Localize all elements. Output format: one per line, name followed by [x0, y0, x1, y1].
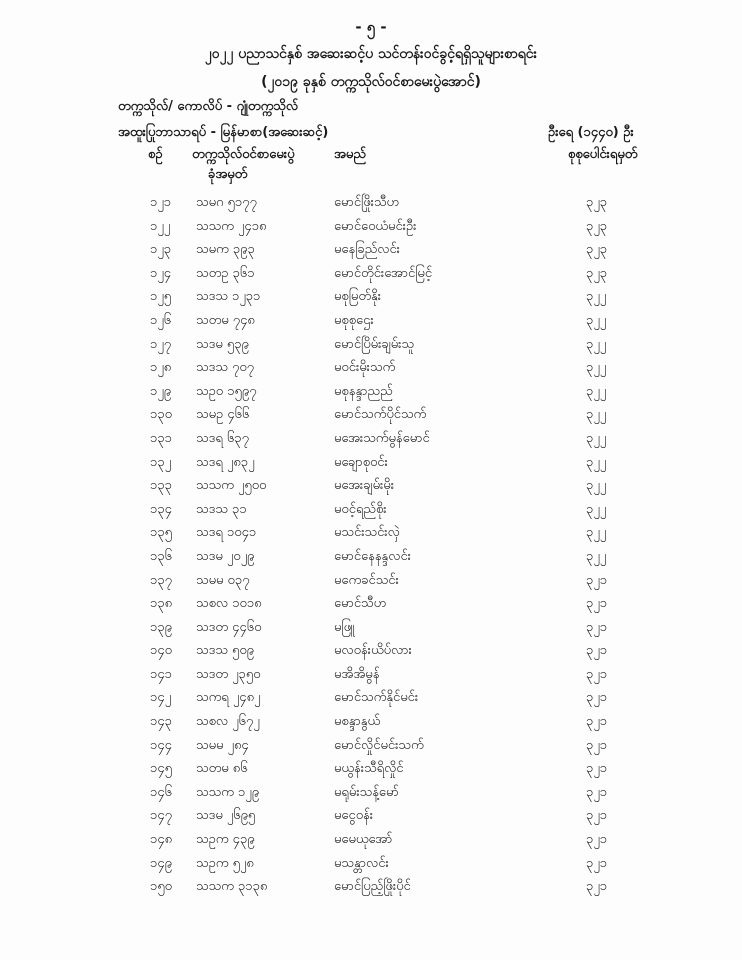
row-name: မောင်ပြိမ်းချမ်းသူ	[334, 336, 415, 352]
row-number: ၁၂၅	[150, 289, 172, 305]
row-roll-number: သဒမ ၂၆၉၅	[196, 808, 256, 824]
row-roll-number: သသက ၁၂၉	[196, 784, 260, 800]
row-marks: ၃၂၂	[586, 478, 607, 494]
row-number: ၁၄၂	[150, 690, 172, 706]
table-row	[0, 261, 742, 285]
row-roll-number: သဒရ ၂၈၃၂	[196, 454, 255, 470]
row-number: ၁၂၉	[150, 383, 172, 399]
row-roll-number: သဒတ ၂၃၅၀	[196, 666, 261, 682]
row-number: ၁၄၃	[150, 714, 172, 730]
row-roll-number: သသက ၂၅၀၀	[196, 478, 267, 494]
row-name: မောင်လှိုင်မင်းသက်	[334, 737, 424, 753]
column-header-roll: တက္ကသိုလ်ဝင်စာမေးပွဲ	[192, 147, 295, 162]
row-roll-number: သစလ ၁၀၁၈	[196, 596, 262, 612]
table-row	[0, 450, 742, 474]
row-marks: ၃၂၁	[586, 690, 608, 706]
row-roll-number: သဒမ ၂၀၂၉	[196, 548, 255, 564]
column-header-marks: စုစုပေါင်းရမှတ်	[568, 147, 638, 162]
row-number: ၁၂၈	[150, 360, 172, 376]
row-name: မဖြူ	[334, 619, 355, 635]
row-name: မသန္တာလင်း	[334, 855, 389, 871]
row-number: ၁၄၉	[150, 855, 172, 871]
row-roll-number: သသက ၃၁၃၈	[196, 879, 268, 895]
table-row	[0, 332, 742, 356]
row-roll-number: သဒသ ၁၂၃၁	[196, 289, 261, 305]
row-number: ၁၂၆	[150, 312, 172, 328]
row-roll-number: သဒသ ၃၁	[196, 501, 247, 517]
table-row	[0, 685, 742, 709]
document-title: ၂၀၂၂ ပညာသင်နှစ် အဆေးဆင့်ပ သင်တန်းဝင်ခွင့်ရရှိသူများစာရင်း	[204, 46, 538, 62]
row-marks: ၃၂၁	[586, 808, 608, 824]
row-roll-number: သသက ၂၄၁၈	[196, 218, 267, 234]
row-number: ၁၄၄	[150, 737, 172, 753]
row-name: မလဝန်းယိပ်လား	[334, 643, 412, 659]
row-name: မကေခင်သင်း	[334, 572, 399, 588]
table-row	[0, 591, 742, 615]
row-name: မောင်သီဟ	[334, 596, 387, 612]
row-number: ၁၃၉	[150, 619, 172, 635]
row-name: မမေယုအော်	[334, 832, 393, 848]
row-name: မဝင့်ရည်စိုး	[334, 501, 387, 517]
row-roll-number: သဥက ၄၃၉	[196, 832, 255, 848]
row-name: မောင်နေနန္ဒလင်း	[334, 548, 411, 564]
row-roll-number: သတဥ ၃၆၁	[196, 265, 255, 281]
row-roll-number: သဒတ ၄၄၆၀	[196, 619, 262, 635]
row-name: မစုနန္ဒာညည်	[334, 383, 393, 399]
row-number: ၁၄၇	[150, 808, 172, 824]
row-marks: ၃၂၂	[586, 430, 607, 446]
table-row	[0, 426, 742, 450]
headcount-line: ဦးရေ (၁၄၄၀) ဦး	[548, 125, 634, 140]
row-name: မောင်ဝေယံမင်းဦး	[334, 218, 417, 234]
row-marks: ၃၂၂	[586, 525, 607, 541]
row-number: ၁၃၈	[150, 596, 173, 612]
row-name: မောင်သက်ပိုင်သက်	[334, 407, 427, 423]
row-marks: ၃၂၁	[586, 761, 608, 777]
row-number: ၁၃၁	[150, 430, 172, 446]
row-marks: ၃၂၂	[586, 383, 607, 399]
row-number: ၁၂၂	[150, 218, 171, 234]
row-name: မောင်ပြည့်ဖြိုးပိုင်	[334, 879, 411, 895]
row-roll-number: သဒရ ၆၃၇	[196, 430, 249, 446]
row-name: မောင်တိုင်းအောင်မြင့်	[334, 265, 433, 281]
row-name: မောင်ဖြိုးသီဟ	[334, 195, 400, 210]
row-number: ၁၄၀	[150, 643, 172, 659]
row-name: မစုမြတ်နိုး	[334, 289, 382, 305]
row-marks: ၃၂၃	[586, 195, 608, 210]
page-number: - ၅ -	[355, 18, 387, 36]
table-row	[0, 638, 742, 662]
row-roll-number: သဒရ ၁၀၄၁	[196, 525, 257, 541]
row-marks: ၃၂၂	[586, 360, 607, 376]
row-name: မရုမ်းသန့်မော်	[334, 784, 399, 800]
table-row	[0, 615, 742, 639]
row-marks: ၃၂၂	[586, 501, 607, 517]
row-roll-number: သမဥ ၄၆၆	[196, 407, 250, 423]
row-roll-number: သမမ ၀၃၇	[196, 572, 250, 588]
table-row	[0, 662, 742, 686]
row-number: ၁၄၅	[150, 761, 172, 777]
table-row	[0, 308, 742, 332]
row-marks: ၃၂၁	[586, 832, 608, 848]
row-roll-number: သတမ ၈၆	[196, 761, 248, 777]
row-marks: ၃၂၁	[586, 619, 608, 635]
row-roll-number: သဥက ၅၂၈	[196, 855, 254, 871]
table-row	[0, 803, 742, 827]
table-row	[0, 190, 742, 214]
row-name: မအေးချမ်းမိုး	[334, 478, 395, 494]
document-subtitle: (၂၀၁၉ ခုနှစ် တက္ကသိုလ်ဝင်စာမေးပွဲအောင်)	[261, 74, 481, 90]
table-row	[0, 520, 742, 544]
table-row	[0, 851, 742, 875]
row-number: ၁၃၅	[150, 525, 172, 541]
table-row	[0, 473, 742, 497]
table-row	[0, 733, 742, 757]
row-number: ၁၂၃	[150, 242, 172, 258]
row-name: မစုစုဌေး	[334, 312, 374, 328]
row-marks: ၃၂၃	[586, 265, 608, 281]
row-name: မအိအိမွန်	[334, 666, 380, 682]
row-name: မချောစုဝင်း	[334, 454, 388, 470]
row-number: ၁၃၄	[150, 501, 172, 517]
table-row	[0, 237, 742, 261]
column-header-name: အမည်	[334, 147, 366, 162]
row-name: မငွေဝန်း	[334, 808, 374, 824]
table-row	[0, 379, 742, 403]
row-number: ၁၂၄	[150, 265, 172, 281]
row-marks: ၃၂၃	[586, 218, 608, 234]
column-header-no: စဉ်	[148, 147, 163, 162]
row-name: မောင်သက်နိုင်မင်း	[334, 690, 419, 706]
major-line: အထူးပြုဘာသာရပ် - မြန်မာစာ(အဆေးဆင့်)	[118, 125, 329, 140]
results-list	[0, 190, 742, 898]
table-row	[0, 780, 742, 804]
row-number: ၁၂၁	[150, 195, 172, 210]
row-marks: ၃၂၁	[586, 666, 608, 682]
row-number: ၁၃၀	[150, 407, 172, 423]
row-marks: ၃၂၂	[586, 407, 607, 423]
row-name: မသင်းသင်းလှဲ	[334, 525, 400, 541]
row-number: ၁၅၀	[150, 879, 172, 895]
table-row	[0, 544, 742, 568]
row-marks: ၃၂၁	[586, 572, 608, 588]
row-number: ၁၄၆	[150, 784, 172, 800]
row-marks: ၃၂၁	[586, 643, 608, 659]
row-roll-number: သစလ ၂၆၇၂	[196, 714, 260, 730]
row-roll-number: သမဂ ၅၁၇၇	[196, 195, 257, 210]
row-marks: ၃၂၁	[586, 714, 608, 730]
row-roll-number: သမက ၃၉၃	[196, 242, 255, 258]
row-number: ၁၃၆	[150, 548, 172, 564]
row-marks: ၃၂၁	[586, 855, 608, 871]
table-row	[0, 874, 742, 898]
table-row	[0, 568, 742, 592]
row-number: ၁၃၂	[150, 454, 172, 470]
row-marks: ၃၂၂	[586, 336, 607, 352]
table-row	[0, 709, 742, 733]
row-roll-number: သကရ ၂၄၈၂	[196, 690, 261, 706]
column-header-roll-sub: ခုံအမှတ်	[208, 167, 248, 182]
row-name: မနေခြည်လင်း	[334, 242, 400, 258]
row-number: ၁၃၃	[150, 478, 172, 494]
row-marks: ၃၂၁	[586, 879, 608, 895]
row-name: မစန္ဒာနွယ်	[334, 714, 381, 730]
row-roll-number: သတမ ၇၄၈	[196, 312, 255, 328]
row-number: ၁၄၈	[150, 832, 173, 848]
row-roll-number: သဒသ ၅၀၉	[196, 643, 254, 659]
row-name: မယွန်းသီရိလှိုင်	[334, 761, 404, 777]
row-marks: ၃၂၁	[586, 596, 608, 612]
row-name: မဝင်းမိုးသက်	[334, 360, 396, 376]
row-marks: ၃၂၂	[586, 548, 607, 564]
university-line: တက္ကသိုလ်/ ကောလိပ် - ဂျုံတက္ကသိုလ်	[118, 99, 299, 114]
row-roll-number: သဒသ ၇၀၇	[196, 360, 254, 376]
row-marks: ၃၂၁	[586, 784, 608, 800]
row-marks: ၃၂၃	[586, 242, 608, 258]
row-marks: ၃၂၁	[586, 737, 608, 753]
row-marks: ၃၂၂	[586, 454, 607, 470]
table-row	[0, 402, 742, 426]
table-row	[0, 355, 742, 379]
row-number: ၁၄၁	[150, 666, 172, 682]
table-row	[0, 827, 742, 851]
table-row	[0, 756, 742, 780]
table-row	[0, 284, 742, 308]
row-roll-number: သမမ ၂၈၄	[196, 737, 249, 753]
row-marks: ၃၂၂	[586, 312, 607, 328]
row-number: ၁၂၇	[150, 336, 172, 352]
row-roll-number: သဥဝ ၁၅၉၇	[196, 383, 257, 399]
table-row	[0, 214, 742, 238]
table-row	[0, 497, 742, 521]
row-name: မအေးသက်မွန်မောင်	[334, 430, 430, 446]
row-roll-number: သဒမ ၅၃၉	[196, 336, 249, 352]
row-number: ၁၃၇	[150, 572, 172, 588]
row-marks: ၃၂၂	[586, 289, 607, 305]
